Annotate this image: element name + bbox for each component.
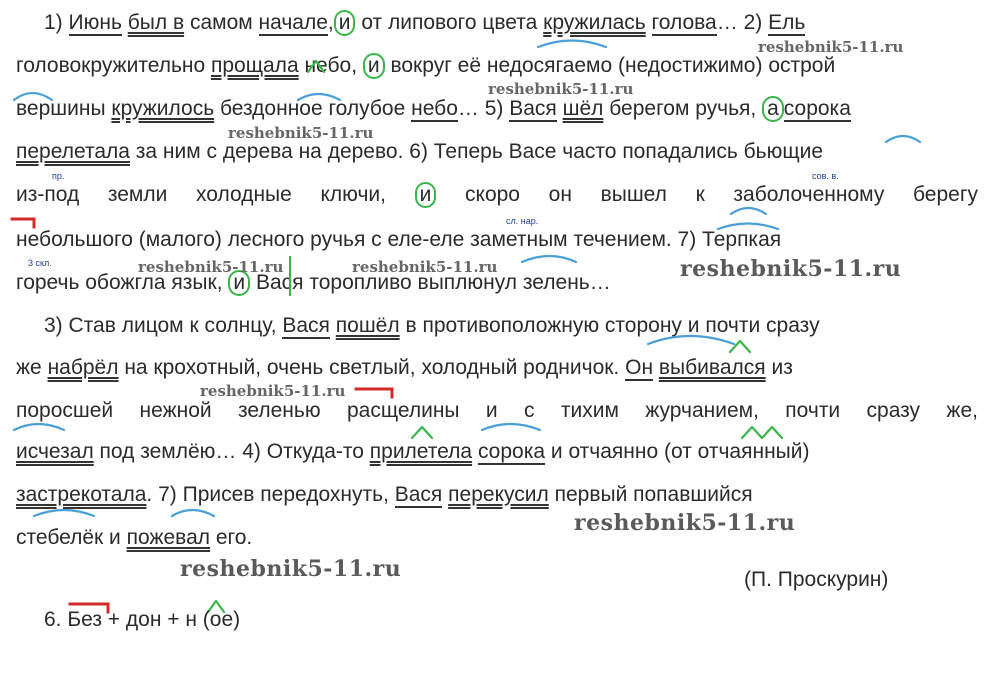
text-line: [16, 138, 823, 166]
text: 1): [44, 11, 69, 34]
subject-word: Ель: [768, 11, 806, 34]
subject-word: сорока: [783, 97, 851, 120]
text: от липового цвета: [355, 11, 544, 34]
circled-conjunction: а: [762, 96, 784, 122]
text: небольшого (малого) лесного ручья с еле-еле заметным течением. 7) Терпкая: [16, 228, 782, 251]
text-line: [16, 354, 793, 382]
predicate-word: был в: [127, 11, 185, 34]
text: поросшей нежной зеленью расщелины и с тихим журчанием, почти сразу же,: [16, 399, 978, 422]
predicate-word: исчезал: [16, 440, 94, 463]
text: самом: [184, 11, 259, 34]
text-line: [16, 269, 611, 297]
text: же: [16, 356, 48, 379]
text: первый попавшийся: [548, 483, 753, 506]
circled-conjunction: и: [415, 182, 437, 208]
text-line: [44, 9, 805, 37]
text: за ним с дерева на дерево. 6) Теперь Васе часто попадались бьющие: [129, 140, 824, 163]
circled-conjunction: и: [363, 53, 385, 79]
text: под землёю… 4) Откуда-то: [93, 440, 370, 463]
text: вокруг её недосягаемо (недостижимо) острой: [384, 54, 836, 77]
text: горечь обожгла язык,: [16, 271, 229, 294]
text: [646, 11, 652, 34]
predicate-word: набрёл: [47, 356, 119, 379]
subject-word: сорока: [477, 440, 546, 463]
watermark: reshebnik5-11.ru: [758, 38, 904, 56]
root-arc: [172, 510, 214, 516]
text-line: [16, 226, 781, 254]
text-line: [44, 312, 820, 340]
text: Вася торопливо выплюнул зелень…: [250, 271, 611, 294]
text: стебелёк и: [16, 526, 127, 549]
note-sl-nar: сл. нар.: [506, 216, 539, 226]
suffix-mark: [412, 427, 432, 438]
suffix-mark: [742, 427, 782, 438]
text: берегом ручья,: [603, 97, 763, 120]
text: вершины: [16, 97, 112, 120]
watermark: reshebnik5-11.ru: [138, 258, 284, 276]
subject-word: Он: [625, 356, 654, 379]
text: в противоположную сторону и почти сразу: [399, 314, 820, 337]
subject-word: небо: [411, 97, 458, 120]
text-line: [16, 438, 810, 466]
watermark: reshebnik5-11.ru: [574, 510, 796, 536]
watermark: reshebnik5-11.ru: [180, 556, 402, 582]
author: (П. Проскурин): [744, 568, 889, 591]
text-line: [16, 52, 835, 80]
text: из: [765, 356, 793, 379]
watermark: reshebnik5-11.ru: [228, 124, 374, 142]
text-line: [16, 397, 978, 425]
text: из-под земли холодные ключи,: [16, 183, 415, 206]
suffix-mark: [730, 341, 750, 352]
root-arc: [34, 510, 94, 516]
prefix-mark: [356, 389, 392, 397]
text: 3) Став лицом к солнцу,: [44, 314, 283, 337]
circled-conjunction: и: [334, 10, 356, 36]
subject-word: Вася: [282, 314, 330, 337]
text-line: [16, 181, 978, 209]
subject-word: голова: [651, 11, 717, 34]
text: головокружительно: [16, 54, 211, 77]
text: его.: [210, 526, 253, 549]
watermark: reshebnik5-11.ru: [680, 256, 902, 282]
text: . 7) Присев передохнуть,: [146, 483, 395, 506]
predicate-word: прощала: [211, 54, 299, 77]
text: … 2): [716, 11, 769, 34]
predicate-word: застрекотала: [16, 483, 147, 506]
predicate-word: перелетала: [16, 140, 130, 163]
note-pr: пр.: [52, 171, 65, 181]
predicate-word: выбивался: [658, 356, 766, 379]
subject-word: начале: [258, 11, 328, 34]
predicate-word: перекусил: [448, 483, 549, 506]
predicate-word: прилетела: [369, 440, 473, 463]
text: небо,: [298, 54, 363, 77]
task-answer: 6. Без + дон + н (ое): [44, 608, 241, 631]
text-line: [16, 481, 753, 509]
text-line: [16, 524, 252, 552]
text: и отчаянно (от отчаянный): [545, 440, 810, 463]
text: на крохотный, очень светлый, холодный родничок.: [118, 356, 626, 379]
predicate-word: кружилась: [543, 11, 646, 34]
text: ,: [327, 11, 334, 34]
text: … 5): [457, 97, 510, 120]
circled-conjunction: и: [228, 270, 250, 296]
watermark: reshebnik5-11.ru: [488, 80, 634, 98]
watermark: reshebnik5-11.ru: [352, 258, 498, 276]
text-line: [16, 95, 851, 123]
note-skl: 3 скл.: [28, 258, 52, 268]
text: скоро он вышел к заболоченному берегу: [436, 183, 978, 206]
subject-word: Вася: [509, 97, 557, 120]
root-arc: [538, 41, 606, 48]
text: бездонное голубое: [214, 97, 412, 120]
root-arc: [886, 136, 920, 142]
subject-word: Вася: [394, 483, 443, 506]
predicate-word: шёл: [562, 97, 604, 120]
predicate-word: пошёл: [335, 314, 400, 337]
predicate-word: пожевал: [126, 526, 211, 549]
predicate-word: кружилось: [111, 97, 215, 120]
watermark: reshebnik5-11.ru: [200, 382, 346, 400]
subject-word: Июнь: [68, 11, 122, 34]
note-sov: сов. в.: [812, 171, 839, 181]
root-arc: [522, 256, 576, 262]
